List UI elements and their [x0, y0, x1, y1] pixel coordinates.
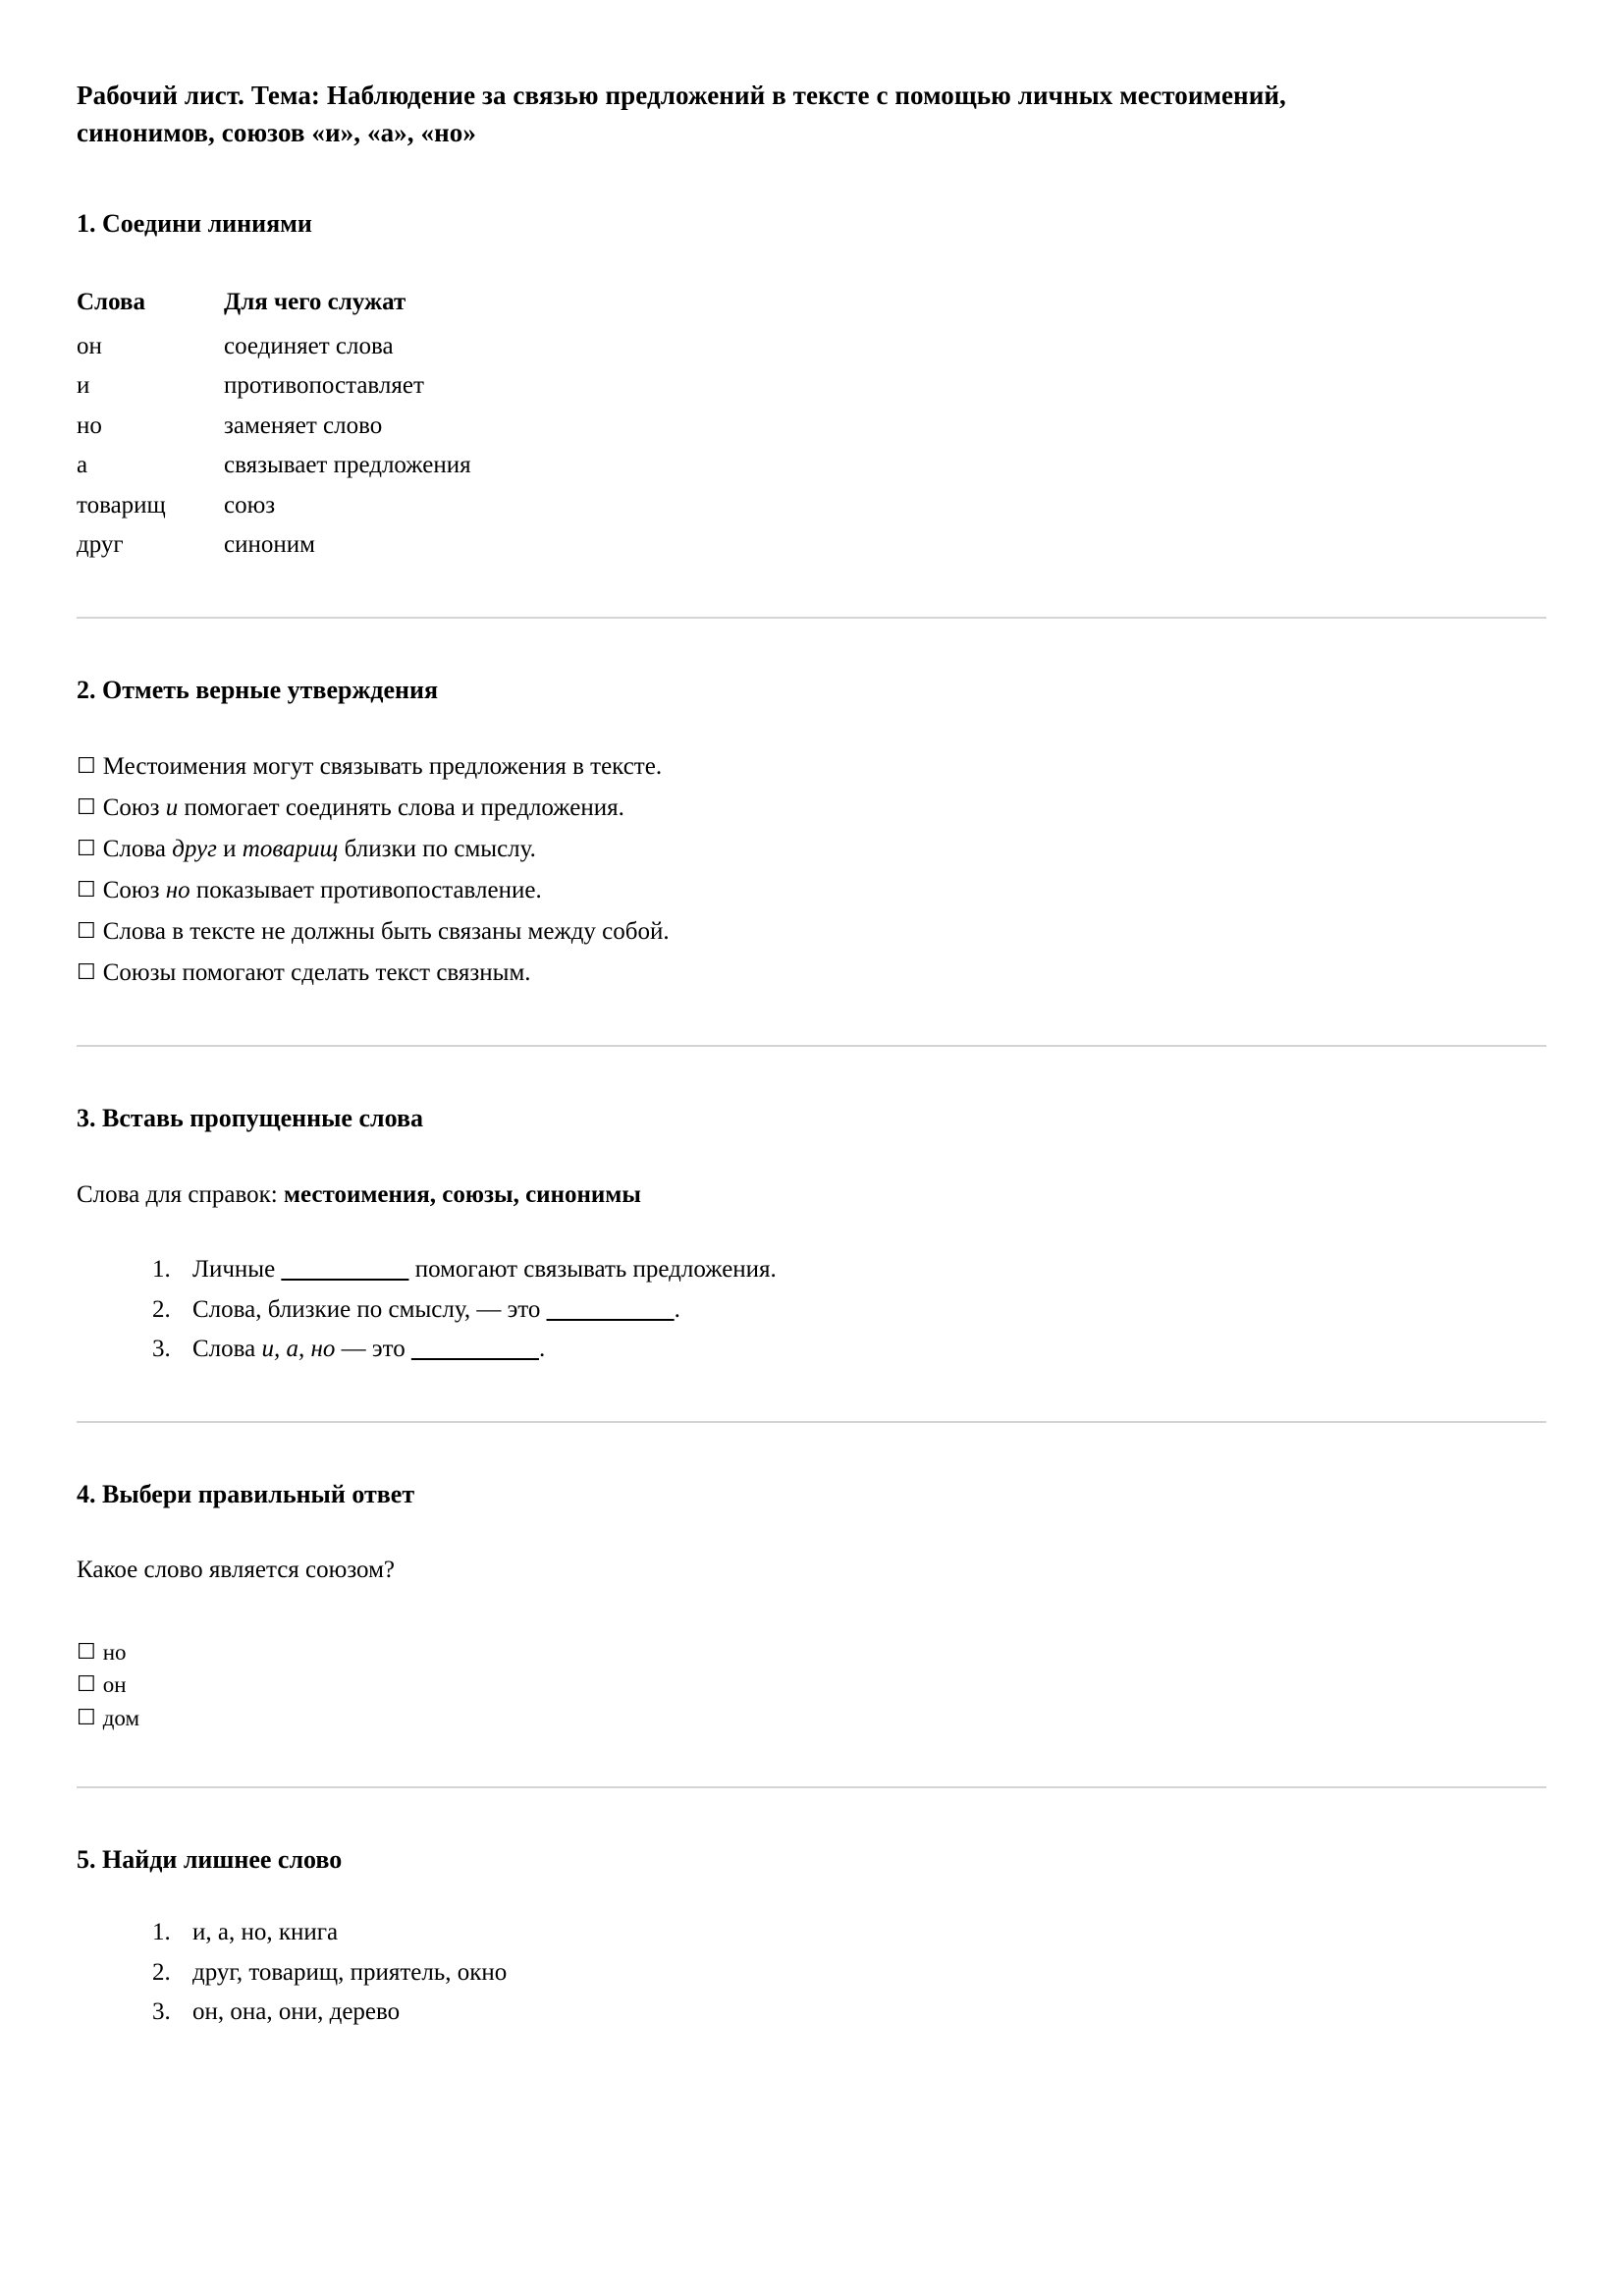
- cell-word[interactable]: а: [77, 452, 88, 479]
- answer-blank[interactable]: __________: [281, 1256, 409, 1284]
- statement-text[interactable]: Слова в тексте не должны быть связаны между собой.: [102, 917, 670, 945]
- odd-one-out-list: [77, 1913, 1546, 2033]
- list-item: [77, 1636, 1546, 1669]
- table-row: [77, 407, 626, 447]
- section-3-heading: 3. Вставь пропущенные слова: [77, 1103, 423, 1132]
- statement-text[interactable]: Союз и помогает соединять слова и предложения.: [102, 793, 624, 821]
- reference-words-line: [77, 1176, 1546, 1214]
- section-1-heading: 1. Соедини линиями: [77, 208, 312, 238]
- cell-purpose[interactable]: заменяет слово: [224, 411, 383, 439]
- option-text[interactable]: он: [102, 1672, 127, 1698]
- cell-word[interactable]: и: [77, 372, 90, 400]
- table-row: [77, 525, 626, 566]
- list-item: [77, 1668, 1546, 1702]
- true-statements-list: [77, 746, 1546, 994]
- column-header-words: Слова: [77, 289, 145, 316]
- section-5-heading: 5. Найди лишнее слово: [77, 1844, 343, 1874]
- table-row: [77, 446, 626, 486]
- reference-label: Слова для справок:: [77, 1180, 284, 1208]
- statement-text[interactable]: Местоимения могут связывать предложения в тексте.: [102, 752, 663, 780]
- list-item[interactable]: 3. Слова и, а, но — это __________.: [177, 1330, 1546, 1370]
- checkbox-icon[interactable]: ☐: [77, 1706, 96, 1730]
- cell-purpose[interactable]: связывает предложения: [224, 452, 471, 479]
- list-item: [77, 788, 1546, 829]
- statement-text[interactable]: Слова друг и товарищ близки по смыслу.: [102, 835, 536, 862]
- checkbox-icon[interactable]: ☐: [77, 836, 96, 861]
- cell-purpose[interactable]: союз: [224, 491, 276, 519]
- list-item: [77, 746, 1546, 788]
- table-row: [77, 486, 626, 526]
- list-item[interactable]: 2. друг, товарищ, приятель, окно: [177, 1953, 1546, 1994]
- match-words-table: [77, 283, 626, 566]
- cell-purpose[interactable]: противопоставляет: [224, 372, 424, 400]
- checkbox-icon[interactable]: ☐: [77, 794, 96, 820]
- section-4-heading: 4. Выбери правильный ответ: [77, 1479, 415, 1508]
- list-item: [77, 1702, 1546, 1735]
- statement-text[interactable]: Союзы помогают сделать текст связным.: [102, 958, 531, 986]
- checkbox-icon[interactable]: ☐: [77, 753, 96, 779]
- fill-in-the-blank-list: [77, 1250, 1546, 1370]
- divider-2: [77, 1045, 1546, 1047]
- divider-3: [77, 1421, 1546, 1423]
- list-item[interactable]: 1. Личные __________ помогают связывать предложения.: [177, 1250, 1546, 1290]
- checkbox-icon[interactable]: ☐: [77, 877, 96, 902]
- answer-options-list: [77, 1636, 1546, 1735]
- cell-word[interactable]: товарищ: [77, 491, 166, 519]
- list-item: [77, 911, 1546, 953]
- statement-text[interactable]: Союз но показывает противопоставление.: [102, 876, 542, 903]
- cell-purpose[interactable]: синоним: [224, 531, 315, 559]
- list-item[interactable]: 1. и, а, но, книга: [177, 1913, 1546, 1953]
- reference-words: местоимения, союзы, синонимы: [283, 1180, 641, 1208]
- list-item: [77, 829, 1546, 870]
- checkbox-icon[interactable]: ☐: [77, 1639, 96, 1665]
- checkbox-icon[interactable]: ☐: [77, 959, 96, 985]
- answer-blank[interactable]: __________: [546, 1295, 675, 1323]
- list-item: [77, 953, 1546, 994]
- option-text[interactable]: но: [102, 1639, 127, 1665]
- answer-blank[interactable]: __________: [410, 1336, 539, 1363]
- cell-word[interactable]: друг: [77, 531, 124, 559]
- divider-4: [77, 1786, 1546, 1788]
- page-title: Рабочий лист. Тема: Наблюдение за связью предложений в тексте с помощью личных местоимений, синонимов, союзов «и», «а», «но»: [77, 81, 1286, 148]
- table-row: [77, 366, 626, 407]
- checkbox-icon[interactable]: ☐: [77, 918, 96, 944]
- divider-1: [77, 617, 1546, 619]
- list-item[interactable]: 2. Слова, близкие по смыслу, — это __________.: [177, 1290, 1546, 1331]
- cell-purpose[interactable]: соединяет слова: [224, 332, 394, 359]
- column-header-purpose: Для чего служат: [224, 289, 406, 316]
- checkbox-icon[interactable]: ☐: [77, 1672, 96, 1698]
- section-4-question: Какое слово является союзом?: [77, 1557, 395, 1584]
- table-row: [77, 327, 626, 367]
- cell-word[interactable]: но: [77, 411, 102, 439]
- list-item: [77, 870, 1546, 911]
- option-text[interactable]: дом: [102, 1706, 140, 1730]
- table-header-row: [77, 283, 626, 327]
- cell-word[interactable]: он: [77, 332, 102, 359]
- list-item[interactable]: 3. он, она, они, дерево: [177, 1993, 1546, 2033]
- section-2-heading: 2. Отметь верные утверждения: [77, 675, 439, 704]
